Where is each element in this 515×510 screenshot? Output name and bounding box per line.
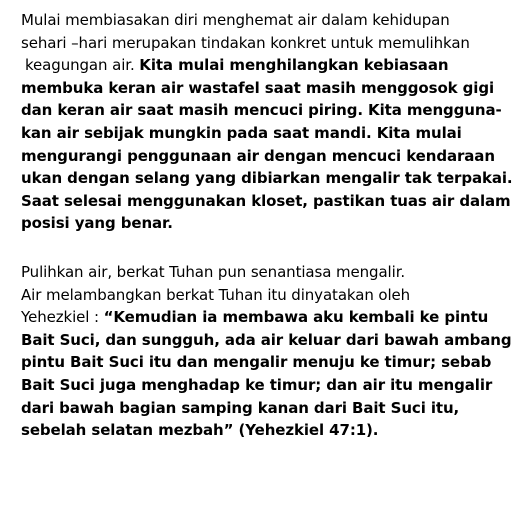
paragraph-blessing <box>21 261 511 442</box>
text-line-bold: Bait Suci, dan sungguh, ada air keluar dari bawah ambang <box>21 330 512 349</box>
bold-quote-text: “Kemudian ia membawa aku kembali ke pintu <box>103 308 489 327</box>
text-line-bold: membuka keran air wastafel saat masih menggosok gigi <box>21 78 495 97</box>
text-line-bold: sebelah selatan mezbah” (Yehezkiel 47:1). <box>21 421 379 440</box>
text-line <box>21 306 511 329</box>
text-line <box>21 54 511 77</box>
text-line-bold: kan air sebijak mungkin pada saat mandi. Kita mulai <box>21 123 462 142</box>
text-line: sehari –hari merupakan tindakan konkret untuk memulihkan <box>21 33 470 52</box>
text-line-bold: Saat selesai menggunakan kloset, pastikan tuas air dalam <box>21 191 511 210</box>
plain-text: Yehezkiel : <box>21 308 104 327</box>
text-line: Air melambangkan berkat Tuhan itu dinyatakan oleh <box>21 285 411 304</box>
bold-text: Kita mulai menghilangkan kebiasaan <box>139 56 449 75</box>
text-line-bold: ukan dengan selang yang dibiarkan mengalir tak terpakai. <box>21 169 513 188</box>
text-line-bold: mengurangi penggunaan air dengan mencuci kendaraan <box>21 146 495 165</box>
text-line-bold: pintu Bait Suci itu dan mengalir menuju ke timur; sebab <box>21 353 492 372</box>
text-line: Pulihkan air, berkat Tuhan pun senantiasa mengalir. <box>21 263 406 281</box>
text-line: Mulai membiasakan diri menghemat air dalam kehidupan <box>21 11 450 29</box>
text-line-bold: dan keran air saat masih mencuci piring. Kita mengguna- <box>21 101 502 120</box>
text-line-bold: posisi yang benar. <box>21 214 173 233</box>
plain-text: keagungan air. <box>25 56 140 75</box>
text-line-bold: dari bawah bagian samping kanan dari Bait Suci itu, <box>21 398 460 417</box>
paragraph-water-saving <box>21 9 511 235</box>
text-line-bold: Bait Suci juga menghadap ke timur; dan air itu mengalir <box>21 375 493 394</box>
